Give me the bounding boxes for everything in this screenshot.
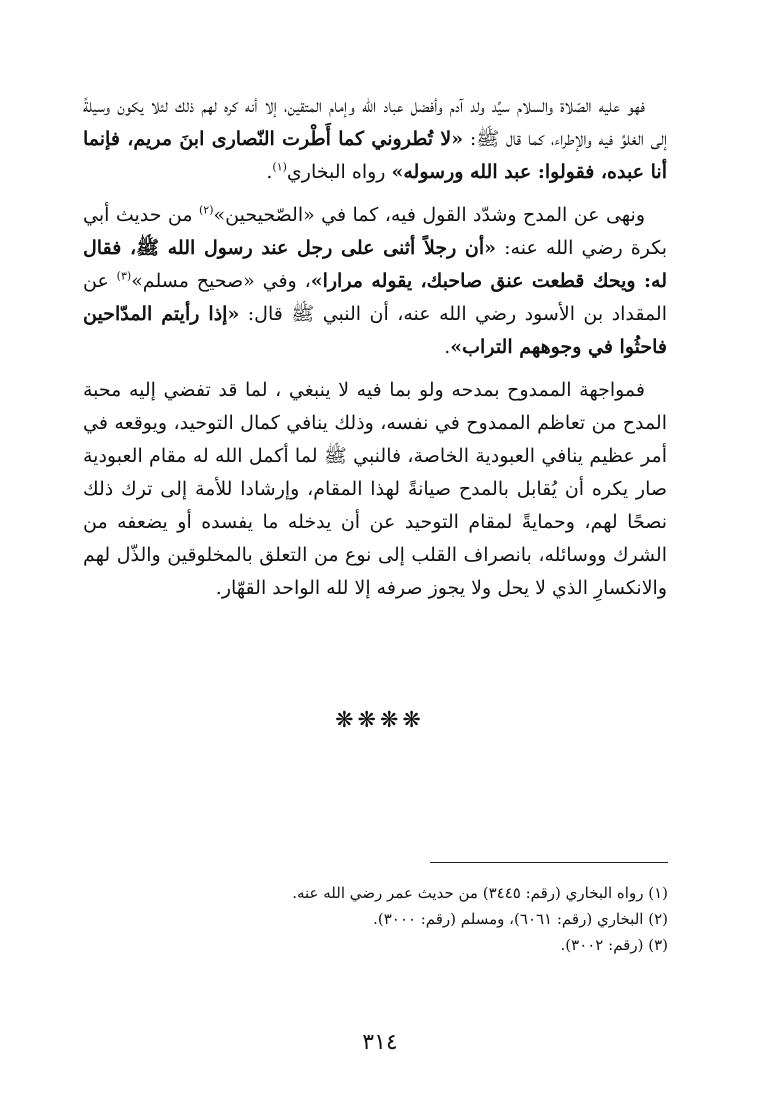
text-segment: . <box>444 336 451 358</box>
paragraph <box>83 199 667 364</box>
footnotes <box>120 880 668 958</box>
hadith-quote: «أن رجلاً أثنى على رجل عند رسول الله ﷺ، فقال له: ويحك قطعت عنق صاحبك، يقوله مرارا» <box>83 237 667 292</box>
footnote-reference: (٣) <box>116 269 132 283</box>
text-segment: من حديث أبي بكرة رضي الله عنه: <box>83 204 667 259</box>
text-segment: ، وفي «صحيح مسلم» <box>131 270 311 292</box>
footnote-1: (١) رواه البخاري (رقم: ٣٤٤٥) من حديث عمر رضي الله عنه. <box>292 884 668 902</box>
hadith-quote: «إذا رأيتم المدّاحين فاحثُوا في وجوههم التراب» <box>83 303 667 358</box>
text-segment: رواه البخاري <box>286 161 392 183</box>
hadith-quote: «لا تُطروني كما أَطْرت النّصارى ابنَ مريم، فإنما أنا عبده، فقولوا: عبد الله ورسوله» <box>83 128 667 183</box>
footnote-reference: (٢) <box>198 203 214 217</box>
text-segment: عن المقداد بن الأسود رضي الله عنه، أن النبي ﷺ قال: <box>83 270 668 325</box>
paragraph <box>83 90 667 189</box>
text-segment: . <box>266 161 273 183</box>
footnote-divider <box>430 862 668 863</box>
footnote-3: (٣) (رقم: ٣٠٠٢). <box>560 936 668 954</box>
page-number: ٣١٤ <box>362 1030 398 1055</box>
text-segment: ونهى عن المدح وشدّد القول فيه، كما في «الصّحيحين» <box>213 204 645 226</box>
text-segment: فمواجهة الممدوح بمدحه ولو بما فيه لا ينبغي ، لما قد تفضي إليه محبة المدح من تعاظم الممدوح في نفسه، وذلك ينافي كمال التوحيد، ويوقعه في أمر عظيم ينافي العبودية الخاصة، فالنبي ﷺ لما أكمل الله له مقام العبودية صار يكره أن يُقابل بالمدح صيانةً لهذا المقام، وإرشادا للأمة إلى ترك ذلك نصحًا لهم، وحمايةً لمقام التوحيد عن أن يدخله ما يفسده أو يضعفه من الشرك ووسائله، بانصراف القلب إلى نوع من التعلق بالمخلوقين والذّل لهم والانكسارِ الذي لا يحل ولا يجوز صرفه إلا لله الواحد القهّار. <box>83 379 667 599</box>
paragraph <box>83 374 667 605</box>
footnote-reference: (١) <box>272 160 287 174</box>
main-text <box>83 90 667 615</box>
section-separator: ❋❋❋❋ <box>335 708 425 733</box>
footnote-2: (٢) البخاري (رقم: ٦٠٦١)، ومسلم (رقم: ٣٠٠٠). <box>373 910 668 928</box>
text-segment: فهو عليه الصّلاة والسلام سيِّد ولد آدم وأفضل عباد الله وإمام المتقين، إلا أنه كره لهم ذلك لئلا يكون وسيلةً إلى الغلوِّ فيه والإطراء، كما قال ﷺ: <box>83 95 667 150</box>
